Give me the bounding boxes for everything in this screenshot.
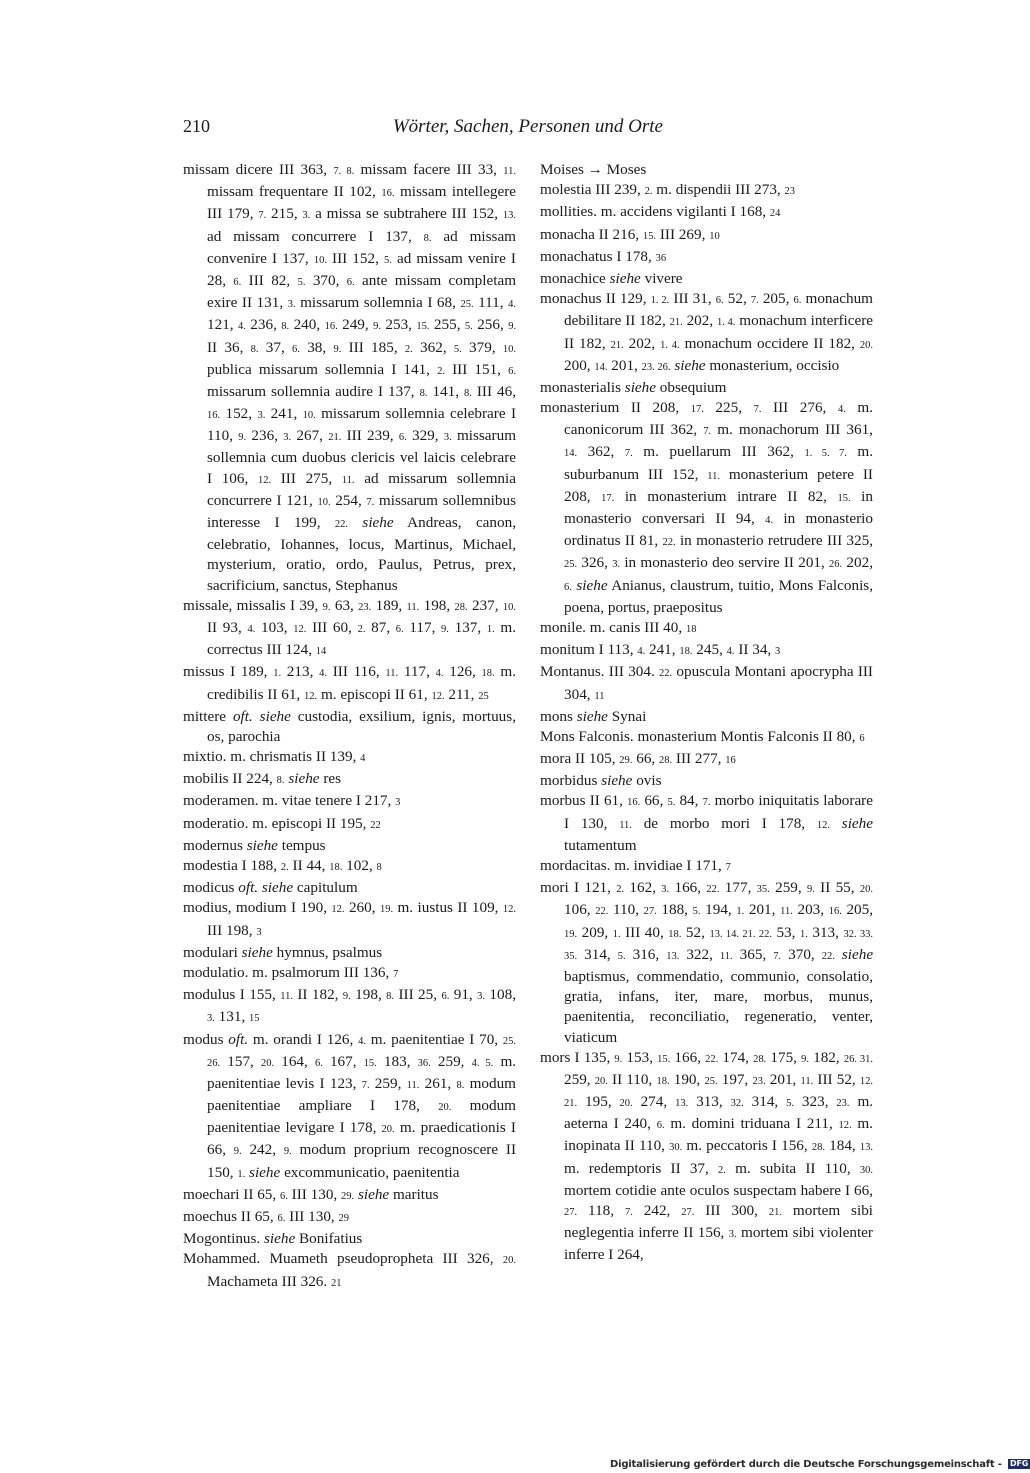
index-entry: mixtio. m. chrismatis II 139, 4: [183, 748, 366, 766]
index-entry: modernus siehe tempus: [183, 836, 326, 854]
index-entry: missus I 189, 1. 213, 4. III 116, 11. 117, 4. 126, 18. m. credibilis II 61, 12. m. episcopi II 61, 12. 211, 25: [183, 663, 517, 703]
index-entry: molestia III 239, 2. m. dispendii III 273, 23: [540, 181, 796, 199]
index-entry: monachus II 129, 1. 2. III 31, 6. 52, 7. 205, 6. monachum debilitare II 182, 21. 202, 1. 4. monachum interficere II 182, 21. 202, 1. 4. monachum occidere II 182, 20. 200, 14. 201, 23. 26. siehe monasterium, occisio: [540, 290, 874, 374]
index-entry: mora II 105, 29. 66, 28. III 277, 16: [540, 750, 736, 768]
index-entry: Moises → Moses: [540, 161, 647, 178]
index-entry: missam dicere III 363, 7. 8. missam facere III 33, 11. missam frequentare II 102, 16. missam intellegere III 179, 7. 215, 3. a missa se subtrahere III 152, 13. ad missam concurrere I 137, 8. ad missam convenire I 137, 10. III 152, 5. ad missam venire I 28, 6. III 82, 5. 370, 6. ante missam completam exire II 131, 3. missarum sollemnia I 68, 25. 111, 4. 121, 4. 236, 8. 240, 16. 249, 9. 253, 15. 255, 5. 256, 9. II 36, 8. 37, 6. 38, 9. III 185, 2. 362, 5. 379, 10. publica missarum sollemnia I 141, 2. III 151, 6. missarum sollemnia audire I 137, 8. 141, 8. III 46, 16. 152, 3. 241, 10. missarum sollemnia celebrare I 110, 9. 236, 3. 267, 21. III 239, 6. 329, 3. missarum sollemnia cum duobus clericis vel laicis celebrare I 106, 12. III 275, 11. ad missarum sollemnia concurrere I 121, 10. 254, 7. missarum sollemnibus interesse I 199, 22. siehe Andreas, canon, celebratio, Iohannes, locus, Martinus, Michael, mysterium, oratio, ordo, Paulus, Petrus, prex, sacrificium, sanctus, Stephanus: [183, 161, 517, 594]
dfg-logo: DFG: [1010, 1459, 1029, 1468]
index-entry: monile. m. canis III 40, 18: [540, 618, 697, 636]
index-entry: monachatus I 178, 36: [540, 247, 667, 265]
index-column-right: [540, 160, 873, 1266]
index-entry: modius, modium I 190, 12. 260, 19. m. iustus II 109, 12. III 198, 3: [183, 899, 516, 939]
index-entry: Montanus. III 304. 22. opuscula Montani apocrypha III 304, 11: [540, 663, 873, 703]
index-entry: monasterium II 208, 17. 225, 7. III 276, 4. m. canonicorum III 362, 7. m. monachorum III 361, 14. 362, 7. m. puellarum III 362, 1. 5. 7. m. suburbanum III 152, 11. monasterium petere II 208, 17. in monasterium intrare II 82, 15. in monasterio conversari II 94, 4. in monasterio ordinatus II 81, 22. in monasterio retrudere III 325, 25. 326, 3. in monasterio deo servire II 201, 26. 202, 6. siehe Anianus, claustrum, tuitio, Mons Falconis, poena, portus, praepositus: [540, 399, 874, 616]
index-entry: mollities. m. accidens vigilanti I 168, 24: [540, 203, 781, 221]
footer-text: Digitalisierung gefördert durch die Deutsche Forschungsgemeinschaft -: [610, 1459, 1002, 1470]
index-entry: moechus II 65, 6. III 130, 29: [183, 1208, 350, 1225]
index-entry: moderamen. m. vitae tenere I 217, 3: [183, 792, 401, 810]
index-entry: modus oft. m. orandi I 126, 4. m. paenitentiae I 70, 25. 26. 157, 20. 164, 6. 167, 15. 183, 36. 259, 4. 5. m. paenitentiae levis I 123, 7. 259, 11. 261, 8. modum paenitentiae ampliare I 178, 20. modum paenitentiae levigare I 178, 20. m. praedicationis I 66, 9. 242, 9. modum proprium recognoscere II 150, 1. siehe excommunicatio, paenitentia: [183, 1030, 517, 1181]
index-entry: monachice siehe vivere: [540, 269, 683, 287]
index-entry: modulatio. m. psalmorum III 136, 7: [183, 963, 399, 981]
index-entry: modicus oft. siehe capitulum: [183, 879, 358, 897]
index-entry: morbidus siehe ovis: [540, 772, 662, 790]
index-entry: moderatio. m. episcopi II 195, 22: [183, 814, 381, 832]
footer-credit: [610, 1459, 1030, 1470]
index-entry: missale, missalis I 39, 9. 63, 23. 189, 11. 198, 28. 237, 10. II 93, 4. 103, 12. III 60, 2. 87, 6. 117, 9. 137, 1. m. correctus III 124, 14: [183, 596, 517, 659]
index-entry: mobilis II 224, 8. siehe res: [183, 770, 342, 788]
index-entry: mors I 135, 9. 153, 15. 166, 22. 174, 28. 175, 9. 182, 26. 31. 259, 20. II 110, 18. 190, 25. 197, 23. 201, 11. III 52, 12. 21. 195, 20. 274, 13. 313, 32. 314, 5. 323, 23. m. aeterna I 240, 6. m. domini triduana I 211, 12. m. inopinata II 110, 30. m. peccatoris I 156, 28. 184, 13. m. redemptoris II 37, 2. m. subita II 110, 30. mortem cotidie ante oculos suspectam habere I 66, 27. 118, 7. 242, 27. III 300, 21. mortem sibi neglegentia inferre II 156, 3. mortem sibi violenter inferre I 264,: [540, 1048, 874, 1264]
index-entry: modulari siehe hymnus, psalmus: [183, 943, 383, 961]
running-title: Wörter, Sachen, Personen und Orte: [392, 116, 663, 137]
index-entry: mons siehe Synai: [540, 707, 647, 725]
index-entry: monacha II 216, 15. III 269, 10: [540, 225, 720, 243]
index-entry: moechari II 65, 6. III 130, 29. siehe maritus: [183, 1185, 439, 1203]
index-entry: mordacitas. m. invidiae I 171, 7: [540, 857, 731, 874]
index-entry: monitum I 113, 4. 241, 18. 245, 4. II 34, 3: [540, 641, 781, 659]
index-entry: mori I 121, 2. 162, 3. 166, 22. 177, 35. 259, 9. II 55, 20. 106, 22. 110, 27. 188, 5. 194, 1. 201, 11. 203, 16. 205, 19. 209, 1. III 40, 18. 52, 13. 14. 21. 22. 53, 1. 313, 32. 33. 35. 314, 5. 316, 13. 322, 11. 365, 7. 370, 22. siehe baptismus, commendatio, communio, consolatio, gratia, infans, iter, mare, morbus, munus, paenitentia, reconciliatio, regeneratio, venter, viaticum: [540, 879, 874, 1046]
index-entry: Mohammed. Muameth pseudopropheta III 326, 20. Machameta III 326. 21: [183, 1250, 516, 1290]
index-entry: morbus II 61, 16. 66, 5. 84, 7. morbo iniquitatis laborare I 130, 11. de morbo mori I 178, 12. siehe tutamentum: [540, 792, 874, 854]
index-entry: monasterialis siehe obsequium: [540, 378, 727, 396]
index-entry: Mogontinus. siehe Bonifatius: [183, 1230, 363, 1248]
index-column-left: [183, 160, 516, 1294]
index-entry: Mons Falconis. monasterium Montis Falconis II 80, 6: [540, 727, 865, 745]
page-number: 210: [183, 116, 210, 136]
index-entry: modestia I 188, 2. II 44, 18. 102, 8: [183, 857, 382, 874]
index-entry: mittere oft. siehe custodia, exsilium, ignis, mortuus, os, parochia: [183, 707, 516, 745]
index-entry: modulus I 155, 11. II 182, 9. 198, 8. III 25, 6. 91, 3. 108, 3. 131, 15: [183, 986, 517, 1026]
